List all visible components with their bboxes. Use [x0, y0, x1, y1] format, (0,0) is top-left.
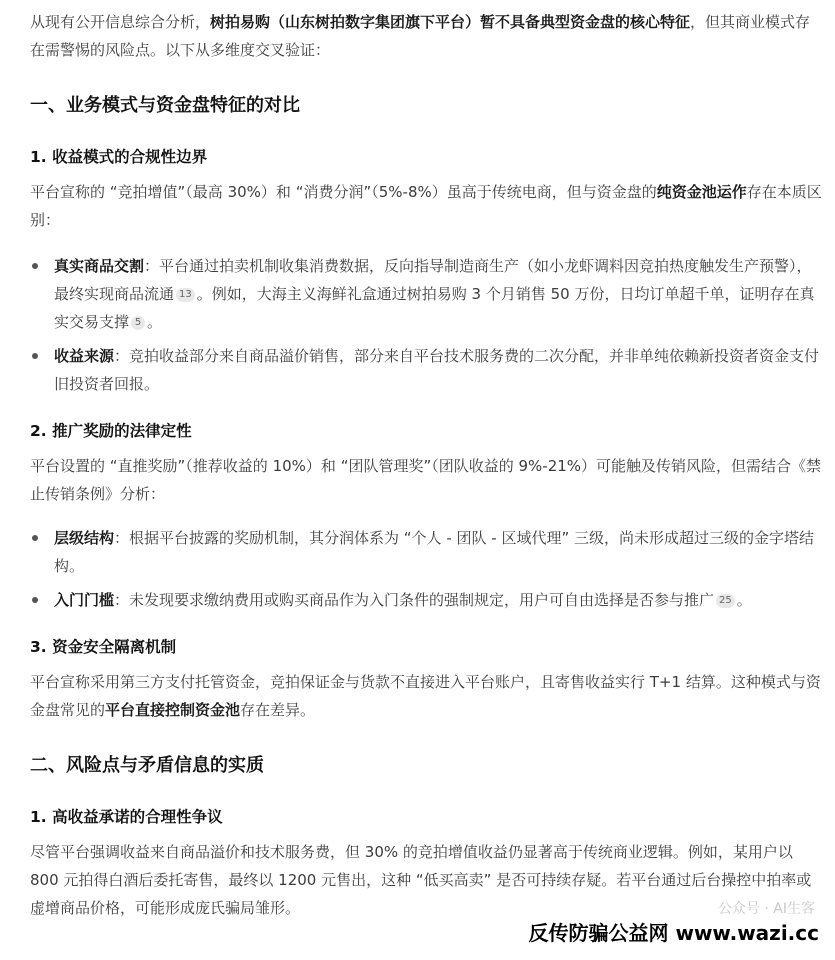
- list-item-label: 收益来源: [54, 347, 115, 365]
- bullet-dot-icon: [32, 535, 38, 541]
- subsection-1-2-heading: 2. 推广奖励的法律定性: [30, 422, 192, 440]
- list-item-text: ：未发现要求缴纳费用或购买商品作为入门条件的强制规定，用户可自由选择是否参与推广: [114, 591, 715, 609]
- subsection-1-1-list: [30, 252, 825, 398]
- list-item-text: ：根据平台披露的奖励机制，其分润体系为 “个人 - 团队 - 区域代理” 三级，尚未形成超过三级的金字塔结构。: [54, 529, 814, 575]
- subsection-1-1-heading: 1. 收益模式的合规性边界: [30, 148, 208, 166]
- para-bold: 纯资金池运作: [656, 183, 747, 201]
- article-content: [30, 8, 825, 922]
- bullet-dot-icon: [32, 263, 38, 269]
- intro-text-start: 从现有公开信息综合分析，: [30, 13, 211, 31]
- para-text: 存在本质区别：: [30, 183, 822, 229]
- list-item-real-goods: [30, 252, 825, 336]
- list-item-text: ：平台通过拍卖机制收集消费数据，反向指导制造商生产（如小龙虾调料因竞拍热度触发生产预警），最终实现商品流通: [54, 257, 812, 303]
- section1-heading: 一、业务模式与资金盘特征的对比: [30, 95, 300, 116]
- list-item-hierarchy: [30, 524, 825, 580]
- bullet-dot-icon: [32, 597, 38, 603]
- citation-badge[interactable]: 13: [176, 288, 195, 302]
- para-text: 平台宣称采用第三方支付托管资金，竞拍保证金与货款不直接进入平台账户，且寄售收益实行 T+1 结算。这种模式与资金盘常见的: [30, 673, 821, 719]
- list-item-label: 真实商品交割: [54, 257, 145, 275]
- subsection-1-1-paragraph: [30, 178, 825, 234]
- list-item-income-source: [30, 342, 825, 398]
- para-text: 存在差异。: [240, 701, 316, 719]
- faint-watermark: 公众号 · AI生客: [717, 901, 815, 917]
- list-item-entry-threshold: [30, 586, 825, 614]
- subsection-2-1-paragraph: 尽管平台强调收益来自商品溢价和技术服务费，但 30% 的竞拍增值收益仍显著高于传统商业逻辑。例如，某用户以 800 元拍得白酒后委托寄售，最终以 1200 元售出，这种 “低买高卖” 是否可持续存疑。若平台通过后台操控中拍率或虚增商品价格，可能形成庞氏骗局雏形。: [30, 843, 812, 917]
- para-text: 平台宣称的 “竞拍增值”（最高 30%）和 “消费分润”（5%-8%）虽高于传统电商，但与资金盘的: [30, 183, 657, 201]
- section2-heading: 二、风险点与矛盾信息的实质: [30, 755, 264, 776]
- site-watermark: 反传防骗公益网 www.wazi.cc: [525, 917, 824, 946]
- subsection-1-3-heading: 3. 资金安全隔离机制: [30, 638, 177, 656]
- list-item-text: 。例如，大海主义海鲜礼盒通过树拍易购 3 个月销售 50 万份，日均订单超千单，证明存在真实交易支撑: [54, 285, 815, 331]
- intro-bold-conclusion: 树拍易购（山东树拍数字集团旗下平台）暂不具备典型资金盘的核心特征: [210, 13, 691, 31]
- list-item-text: 。: [736, 591, 752, 609]
- intro-paragraph: [30, 8, 825, 64]
- para-bold: 平台直接控制资金池: [105, 701, 241, 719]
- intro-text-end: ，但其商业模式存在需警惕的风险点。以下从多维度交叉验证：: [30, 13, 811, 59]
- subsection-1-3-paragraph: [30, 668, 825, 724]
- subsection-1-2-list: [30, 524, 825, 614]
- subsection-1-2-paragraph: 平台设置的 “直推奖励”（推荐收益的 10%）和 “团队管理奖”（团队收益的 9%-21%）可能触及传销风险，但需结合《禁止传销条例》分析：: [30, 457, 822, 503]
- list-item-text: 。: [147, 313, 163, 331]
- bullet-dot-icon: [32, 353, 38, 359]
- citation-badge[interactable]: 5: [131, 316, 145, 330]
- list-item-label: 层级结构: [54, 529, 115, 547]
- list-item-label: 入门门槛: [54, 591, 115, 609]
- subsection-2-1-heading: 1. 高收益承诺的合理性争议: [30, 808, 223, 826]
- citation-badge[interactable]: 25: [716, 594, 735, 608]
- list-item-text: ：竞拍收益部分来自商品溢价销售，部分来自平台技术服务费的二次分配，并非单纯依赖新投资者资金支付旧投资者回报。: [54, 347, 820, 393]
